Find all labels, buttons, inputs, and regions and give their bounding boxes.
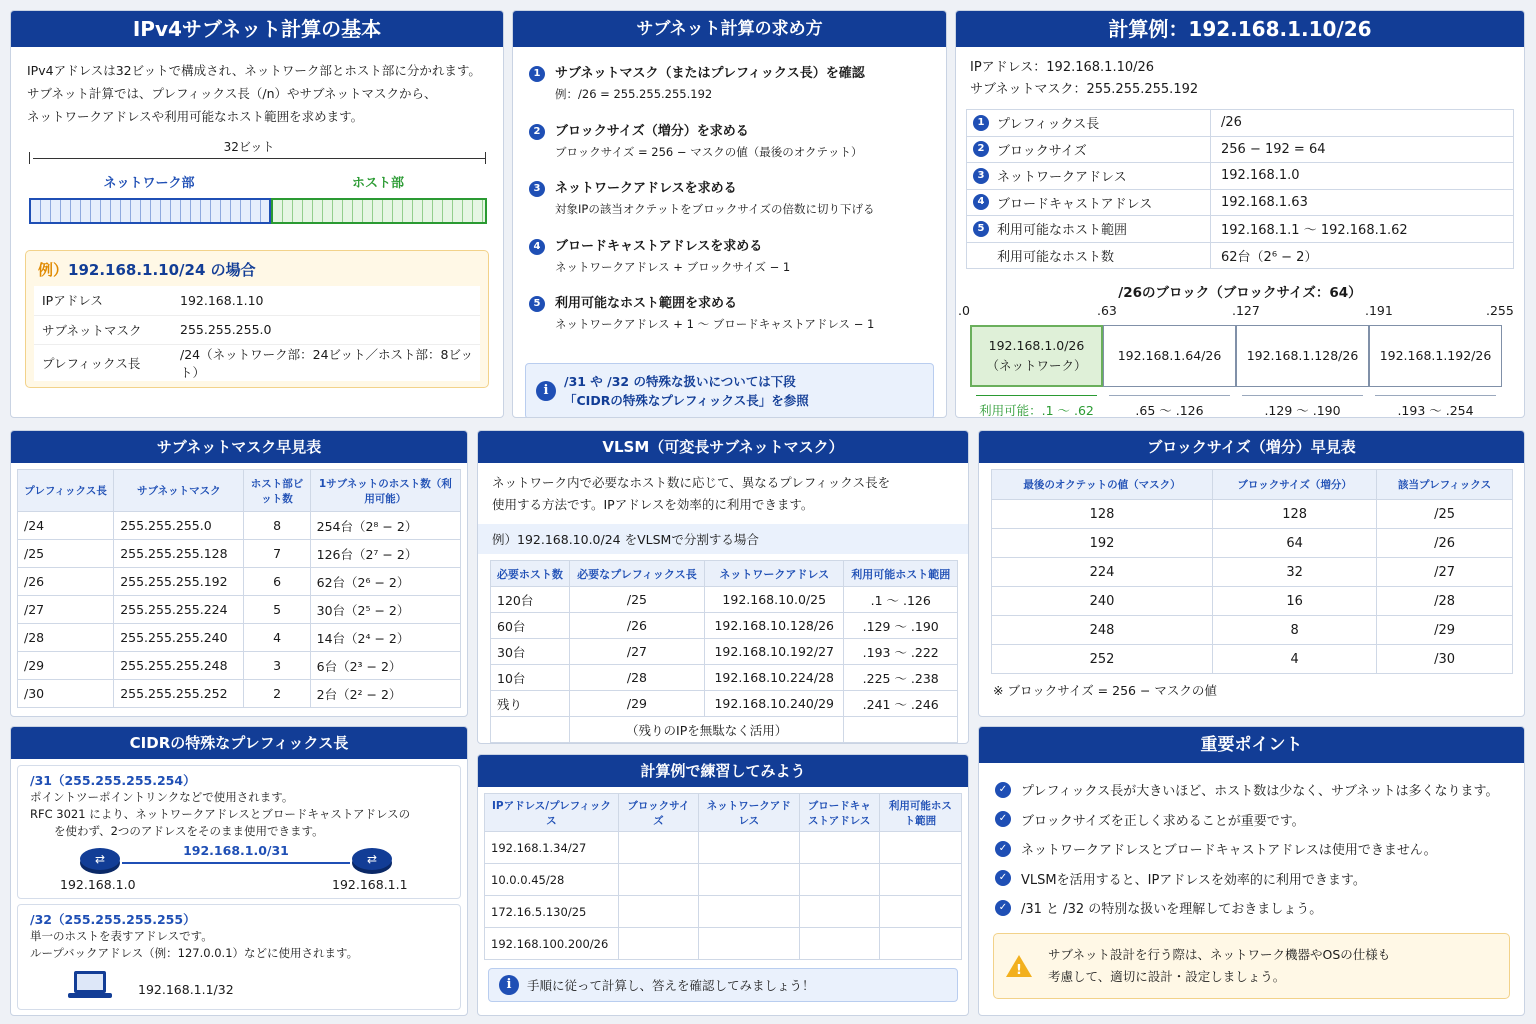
step-item: [529, 180, 932, 238]
panel-title: 計算例：192.168.1.10/26: [956, 11, 1524, 47]
table-row: [992, 616, 1513, 645]
step-detail: 対象IPの該当オクテットをブロックサイズの倍数に切り下げる: [555, 202, 875, 216]
check-icon: ✓: [995, 811, 1011, 827]
panel-mask-table: [10, 430, 468, 717]
step-number-icon: 4: [529, 239, 545, 255]
table-row: [485, 928, 962, 960]
table-cell: 5: [244, 596, 310, 624]
block-tick-label: .191: [1365, 303, 1393, 318]
table-cell: 255.255.255.0: [114, 512, 244, 540]
step-number-icon: 5: [973, 221, 989, 237]
vlsm-example: 例）192.168.10.0/24 をVLSMで分割する場合: [478, 524, 968, 554]
table-cell[interactable]: [618, 832, 698, 864]
key-point-text: /31 と /32 の特別な扱いを理解しておきましょう。: [1021, 902, 1323, 918]
column-header: ホスト部ビット数: [244, 470, 310, 512]
block-diagram: [956, 303, 1524, 418]
key-point: [995, 834, 1508, 864]
column-header: 必要ホスト数: [491, 561, 570, 587]
check-icon: ✓: [995, 870, 1011, 886]
table-cell: 2: [244, 680, 310, 708]
block-tick-label: .63: [1097, 303, 1117, 318]
table-cell: 60台: [491, 613, 570, 639]
step-heading: ブロードキャストアドレスを求める: [555, 238, 763, 254]
table-cell[interactable]: [879, 928, 961, 960]
range-label: .193 〜 .254: [1397, 403, 1474, 418]
calc-key: [967, 216, 1211, 243]
panel-title: サブネット計算の求め方: [513, 11, 946, 47]
calc-key-label: 利用可能なホスト範囲: [997, 223, 1128, 239]
calc-value: 192.168.1.0: [1211, 163, 1514, 190]
column-header: ブロードキャストアドレス: [799, 794, 879, 832]
table-cell: /27: [569, 639, 704, 665]
table-cell: 192.168.10.128/26: [705, 613, 844, 639]
s31-line: RFC 3021 により、ネットワークアドレスとブロードキャストアドレスの: [30, 807, 411, 821]
table-cell: 192.168.10.192/27: [705, 639, 844, 665]
s31-line: を使わず、2つのアドレスをそのまま使用できます。: [54, 824, 324, 838]
key-point-text: ブロックサイズを正しく求めることが重要です。: [1021, 813, 1305, 829]
calc-row: [967, 242, 1514, 269]
step-heading: サブネットマスク（またはプレフィックス長）を確認: [555, 66, 865, 81]
step-detail: ネットワークアドレス + 1 〜 ブロードキャストアドレス − 1: [555, 317, 875, 331]
table-cell: 6: [244, 568, 310, 596]
panel-title: VLSM（可変長サブネットマスク）: [478, 431, 968, 463]
table-row: [18, 596, 461, 624]
table-row: [992, 587, 1513, 616]
bit-diagram: [11, 138, 503, 234]
row-value: /24（ネットワーク部：24ビット／ホスト部：8ビット）: [180, 346, 473, 380]
table-header-row: [992, 470, 1513, 500]
table-cell: /29: [18, 652, 114, 680]
table-cell: 10台: [491, 665, 570, 691]
example-title: 192.168.1.10/24 の場合: [68, 261, 256, 279]
note-line: /31 や /32 の特殊な扱いについては下段: [564, 373, 796, 389]
table-row: [992, 558, 1513, 587]
table-row: [992, 500, 1513, 529]
row-key: IPアドレス: [42, 293, 103, 309]
mask-line: サブネットマスク：255.255.255.192: [970, 82, 1199, 97]
table-cell: /30: [18, 680, 114, 708]
panel-title: CIDRの特殊なプレフィックス長: [11, 727, 467, 759]
step-item: [529, 65, 932, 123]
table-cell: 2台（2² − 2）: [310, 680, 460, 708]
calc-key-label: ブロードキャストアドレス: [997, 196, 1153, 212]
key-point: [995, 893, 1508, 923]
note-line: 「CIDRの特殊なプレフィックス長」を参照: [564, 392, 809, 408]
example-row: [34, 315, 480, 344]
example-row: [34, 344, 480, 381]
table-cell: 252: [992, 645, 1213, 674]
table-cell: 248: [992, 616, 1213, 645]
table-row: [18, 624, 461, 652]
bits-label: 32ビット: [223, 140, 275, 154]
range-label: 利用可能：.1 〜 .62: [979, 403, 1094, 418]
table-cell: 255.255.255.224: [114, 596, 244, 624]
calc-value: /26: [1211, 110, 1514, 137]
table-cell: 224: [992, 558, 1213, 587]
step-detail: ブロックサイズ = 256 − マスクの値（最後のオクテット）: [555, 144, 863, 159]
panel-title: 重要ポイント: [979, 727, 1524, 763]
calc-key: [967, 110, 1211, 137]
table-cell: /26: [1377, 529, 1513, 558]
calc-table: [966, 109, 1514, 269]
column-header: ネットワークアドレス: [705, 561, 844, 587]
column-header: ブロックサイズ（増分）: [1213, 470, 1377, 500]
table-cell: 255.255.255.248: [114, 652, 244, 680]
table-cell: /28: [1377, 587, 1513, 616]
table-cell: /24: [18, 512, 114, 540]
panel-how-to-calc: [512, 10, 947, 418]
block-tick-label: .127: [1232, 303, 1260, 318]
example-box: [25, 250, 489, 388]
step-detail: 例：/26 = 255.255.255.192: [555, 87, 713, 101]
section-31: [17, 765, 461, 899]
table-cell[interactable]: [698, 832, 799, 864]
table-cell: 3: [244, 652, 310, 680]
table-row: [18, 652, 461, 680]
vlsm-footer: （残りのIPを無駄なく活用）: [569, 717, 844, 743]
table-cell[interactable]: [879, 864, 961, 896]
table-cell: 10.0.0.45/28: [485, 864, 619, 896]
s31-title: /31（255.255.255.254）: [30, 773, 196, 788]
bits-arrow: [33, 158, 485, 159]
table-cell: 6台（2³ − 2）: [310, 652, 460, 680]
section-32: [17, 904, 461, 1010]
table-header-row: [485, 794, 962, 832]
table-cell: /26: [569, 613, 704, 639]
step-number-icon: 5: [529, 296, 545, 312]
host-label: 192.168.1.1/32: [138, 982, 234, 997]
table-cell: /29: [1377, 616, 1513, 645]
step-number-icon: 4: [973, 194, 989, 210]
calc-key-label: ネットワークアドレス: [997, 170, 1127, 186]
key-point: [995, 864, 1508, 894]
block-tick-label: .255: [1486, 303, 1514, 318]
row-key: プレフィックス長: [42, 355, 141, 371]
table-cell: /28: [18, 624, 114, 652]
key-point: [995, 805, 1508, 835]
table-cell: 172.16.5.130/25: [485, 896, 619, 928]
table-cell: 192.168.10.240/29: [705, 691, 844, 717]
calc-key-label: 利用可能なホスト数: [997, 249, 1115, 265]
link-label: 192.168.1.0/31: [183, 843, 289, 858]
block-cell: [1369, 325, 1502, 387]
key-point-text: VLSMを活用すると、IPアドレスを効率的に利用できます。: [1021, 872, 1366, 888]
table-cell: 192.168.1.34/27: [485, 832, 619, 864]
table-cell: 32: [1213, 558, 1377, 587]
warn-line: サブネット設計を行う際は、ネットワーク機器やOSの仕様も: [1048, 946, 1391, 962]
practice-note: [488, 968, 958, 1002]
calc-value: 192.168.1.1 〜 192.168.1.62: [1211, 216, 1514, 243]
table-cell: 30台（2⁵ − 2）: [310, 596, 460, 624]
row-key: サブネットマスク: [42, 322, 142, 338]
panel-practice: [477, 754, 969, 1016]
table-cell: .193 〜 .222: [844, 639, 958, 665]
host-part-label: ホスト部: [351, 176, 404, 191]
step-heading: ネットワークアドレスを求める: [555, 181, 737, 196]
host-bits-bar: [271, 198, 487, 224]
step-number-icon: 1: [973, 115, 989, 131]
key-point: [995, 775, 1508, 805]
table-cell: 255.255.255.128: [114, 540, 244, 568]
table-cell[interactable]: [698, 864, 799, 896]
table-cell: /30: [1377, 645, 1513, 674]
table-cell: 255.255.255.252: [114, 680, 244, 708]
column-header: IPアドレス/プレフィックス: [485, 794, 619, 832]
network-bits-bar: [29, 198, 271, 224]
row-value: 192.168.1.10: [180, 292, 264, 308]
table-cell: 残り: [491, 691, 570, 717]
table-cell: 8: [1213, 616, 1377, 645]
table-cell: /27: [1377, 558, 1513, 587]
table-row: [485, 896, 962, 928]
table-cell[interactable]: [799, 896, 879, 928]
table-row: [491, 613, 958, 639]
panel-block-table: [978, 430, 1525, 717]
table-row: [491, 587, 958, 613]
block-label: 192.168.1.128/26: [1246, 348, 1359, 363]
table-cell: .129 〜 .190: [844, 613, 958, 639]
panel-example-26: [955, 10, 1525, 418]
block-sub-label: （ネットワーク）: [986, 358, 1087, 373]
link-line: [122, 862, 350, 864]
panel-title: 計算例で練習してみよう: [478, 755, 968, 787]
block-tick-label: .0: [958, 303, 970, 318]
table-cell: 30台: [491, 639, 570, 665]
table-cell[interactable]: [698, 896, 799, 928]
table-row: [18, 568, 461, 596]
block-label: 192.168.1.64/26: [1117, 348, 1222, 363]
table-cell: .241 〜 .246: [844, 691, 958, 717]
table-row: [992, 529, 1513, 558]
table-cell[interactable]: [879, 832, 961, 864]
table-cell[interactable]: [618, 896, 698, 928]
column-header: 必要なプレフィックス長: [569, 561, 704, 587]
step-number-icon: 3: [973, 168, 989, 184]
step-item: [529, 123, 932, 181]
intro-line: IPv4アドレスは32ビットで構成され、ネットワーク部とホスト部に分かれます。: [27, 63, 481, 78]
calc-key-label: ブロックサイズ: [997, 143, 1087, 159]
table-row: [491, 665, 958, 691]
panel-title: IPv4サブネット計算の基本: [11, 11, 503, 47]
table-cell[interactable]: [799, 832, 879, 864]
range-arrow: [976, 395, 1097, 396]
info-icon: i: [536, 381, 556, 401]
warning-icon: !: [1006, 955, 1032, 977]
example-row: [34, 286, 480, 315]
key-point-text: プレフィックス長が大きいほど、ホスト数は少なく、サブネットは多くなります。: [1021, 784, 1499, 800]
table-cell[interactable]: [618, 864, 698, 896]
calc-row: [967, 189, 1514, 216]
block-label: 192.168.1.0/26: [988, 338, 1085, 353]
table-row: [18, 540, 461, 568]
column-header: 利用可能ホスト範囲: [844, 561, 958, 587]
calc-key: [967, 163, 1211, 190]
panel-vlsm: [477, 430, 969, 744]
table-cell: 16: [1213, 587, 1377, 616]
router-right-label: 192.168.1.1: [332, 877, 408, 892]
table-cell: 120台: [491, 587, 570, 613]
check-icon: ✓: [995, 782, 1011, 798]
table-cell: 4: [244, 624, 310, 652]
table-cell: /26: [18, 568, 114, 596]
calc-key: [967, 189, 1211, 216]
table-cell: .225 〜 .238: [844, 665, 958, 691]
calc-row: [967, 163, 1514, 190]
panel-title: ブロックサイズ（増分）早見表: [979, 431, 1524, 463]
s31-line: ポイントツーポイントリンクなどで使用されます。: [30, 790, 294, 804]
router-left-icon: ⇄: [80, 848, 120, 870]
calc-row: [967, 216, 1514, 243]
table-row: [485, 864, 962, 896]
table-cell: /27: [18, 596, 114, 624]
block-cell: [970, 325, 1103, 387]
step-item: [529, 295, 932, 353]
table-cell: 8: [244, 512, 310, 540]
table-cell: 192.168.10.0/25: [705, 587, 844, 613]
table-header-row: [18, 470, 461, 512]
info-note: [525, 363, 934, 419]
calc-key: [967, 242, 1211, 269]
intro-line: ネットワークアドレスや利用可能なホスト範囲を求めます。: [27, 109, 364, 124]
column-header: 1サブネットのホスト数（利用可能）: [310, 470, 460, 512]
table-cell: /25: [569, 587, 704, 613]
panel-key-points: [978, 726, 1525, 1016]
table-cell: 255.255.255.240: [114, 624, 244, 652]
column-header: ブロックサイズ: [618, 794, 698, 832]
step-number-icon: 3: [529, 181, 545, 197]
block-cell: [1236, 325, 1369, 387]
mask-table: [17, 469, 461, 708]
step-item: [529, 238, 932, 296]
note-text: 手順に従って計算し、答えを確認してみましょう！: [527, 978, 815, 993]
table-row: [485, 832, 962, 864]
panel-cidr-special: [10, 726, 468, 1016]
laptop-icon: [74, 971, 106, 993]
calc-key: [967, 136, 1211, 163]
range-arrow: [1109, 395, 1230, 396]
calc-key-label: プレフィックス長: [997, 117, 1100, 133]
table-cell: 128: [992, 500, 1213, 529]
step-number-icon: 1: [529, 66, 545, 82]
table-cell: /29: [569, 691, 704, 717]
table-cell: /25: [1377, 500, 1513, 529]
step-detail: ネットワークアドレス + ブロックサイズ − 1: [555, 259, 791, 274]
table-cell: 4: [1213, 645, 1377, 674]
column-header: サブネットマスク: [114, 470, 244, 512]
step-number-icon: 2: [973, 141, 989, 157]
table-cell: /28: [569, 665, 704, 691]
table-cell: 64: [1213, 529, 1377, 558]
panel-title: サブネットマスク早見表: [11, 431, 467, 463]
table-footer-row: [491, 717, 958, 743]
table-cell: 192.168.100.200/26: [485, 928, 619, 960]
table-cell: 255.255.255.192: [114, 568, 244, 596]
table-cell: 254台（2⁸ − 2）: [310, 512, 460, 540]
table-cell: 192.168.10.224/28: [705, 665, 844, 691]
table-cell[interactable]: [618, 928, 698, 960]
step-number-icon: 2: [529, 124, 545, 140]
s32-line: ループバックアドレス（例：127.0.0.1）などに使用されます。: [30, 946, 359, 960]
practice-table: [484, 793, 962, 960]
table-cell: 14台（2⁴ − 2）: [310, 624, 460, 652]
calc-value: 62台（2⁶ − 2）: [1211, 242, 1514, 269]
table-row: [18, 680, 461, 708]
vlsm-table: [490, 560, 958, 743]
network-part-label: ネットワーク部: [103, 176, 195, 191]
s32-line: 単一のホストを表すアドレスです。: [30, 929, 213, 943]
intro-line: ネットワーク内で必要なホスト数に応じて、異なるプレフィックス長を: [492, 475, 891, 490]
intro-line: サブネット計算では、プレフィックス長（/n）やサブネットマスクから、: [27, 86, 437, 101]
router-left-label: 192.168.1.0: [60, 877, 136, 892]
calc-row: [967, 110, 1514, 137]
table-cell[interactable]: [879, 896, 961, 928]
column-header: プレフィックス長: [18, 470, 114, 512]
table-cell: 126台（2⁷ − 2）: [310, 540, 460, 568]
range-label: .129 〜 .190: [1264, 403, 1341, 418]
s32-title: /32（255.255.255.255）: [30, 912, 196, 927]
info-icon: i: [499, 975, 519, 995]
check-icon: ✓: [995, 841, 1011, 857]
table-cell: .1 〜 .126: [844, 587, 958, 613]
calc-row: [967, 136, 1514, 163]
table-cell: 240: [992, 587, 1213, 616]
range-label: .65 〜 .126: [1135, 403, 1204, 418]
table-cell[interactable]: [799, 928, 879, 960]
block-note: ※ ブロックサイズ = 256 − マスクの値: [993, 683, 1217, 698]
table-cell[interactable]: [799, 864, 879, 896]
range-arrow: [1242, 395, 1363, 396]
panel-ipv4-basics: [10, 10, 504, 418]
block-title: /26のブロック（ブロックサイズ：64）: [1118, 285, 1362, 301]
table-row: [491, 639, 958, 665]
table-row: [992, 645, 1513, 674]
column-header: 該当プレフィックス: [1377, 470, 1513, 500]
warning-box: [993, 933, 1510, 999]
block-label: 192.168.1.192/26: [1379, 348, 1492, 363]
check-icon: ✓: [995, 900, 1011, 916]
table-row: [18, 512, 461, 540]
intro-line: 使用する方法です。IPアドレスを効率的に利用できます。: [492, 497, 814, 512]
column-header: ネットワークアドレス: [698, 794, 799, 832]
step-heading: ブロックサイズ（増分）を求める: [555, 123, 749, 139]
example-prefix: 例）: [38, 261, 69, 279]
table-cell: 62台（2⁶ − 2）: [310, 568, 460, 596]
table-cell: 7: [244, 540, 310, 568]
warn-line: 考慮して、適切に設計・設定しましょう。: [1048, 968, 1286, 984]
router-right-icon: ⇄: [352, 848, 392, 870]
range-arrow: [1375, 395, 1496, 396]
table-row: [491, 691, 958, 717]
calc-value: 192.168.1.63: [1211, 189, 1514, 216]
key-point-text: ネットワークアドレスとブロードキャストアドレスは使用できません。: [1021, 843, 1437, 859]
row-value: 255.255.255.0: [180, 322, 272, 337]
table-cell: 192: [992, 529, 1213, 558]
column-header: 最後のオクテットの値（マスク）: [992, 470, 1213, 500]
block-cell: [1103, 325, 1236, 387]
table-cell: 128: [1213, 500, 1377, 529]
column-header: 利用可能ホスト範囲: [879, 794, 961, 832]
block-size-table: [991, 469, 1513, 674]
calc-value: 256 − 192 = 64: [1211, 136, 1514, 163]
table-header-row: [491, 561, 958, 587]
table-cell[interactable]: [698, 928, 799, 960]
step-heading: 利用可能なホスト範囲を求める: [555, 296, 738, 311]
ip-line: IPアドレス：192.168.1.10/26: [970, 60, 1155, 75]
table-cell: /25: [18, 540, 114, 568]
